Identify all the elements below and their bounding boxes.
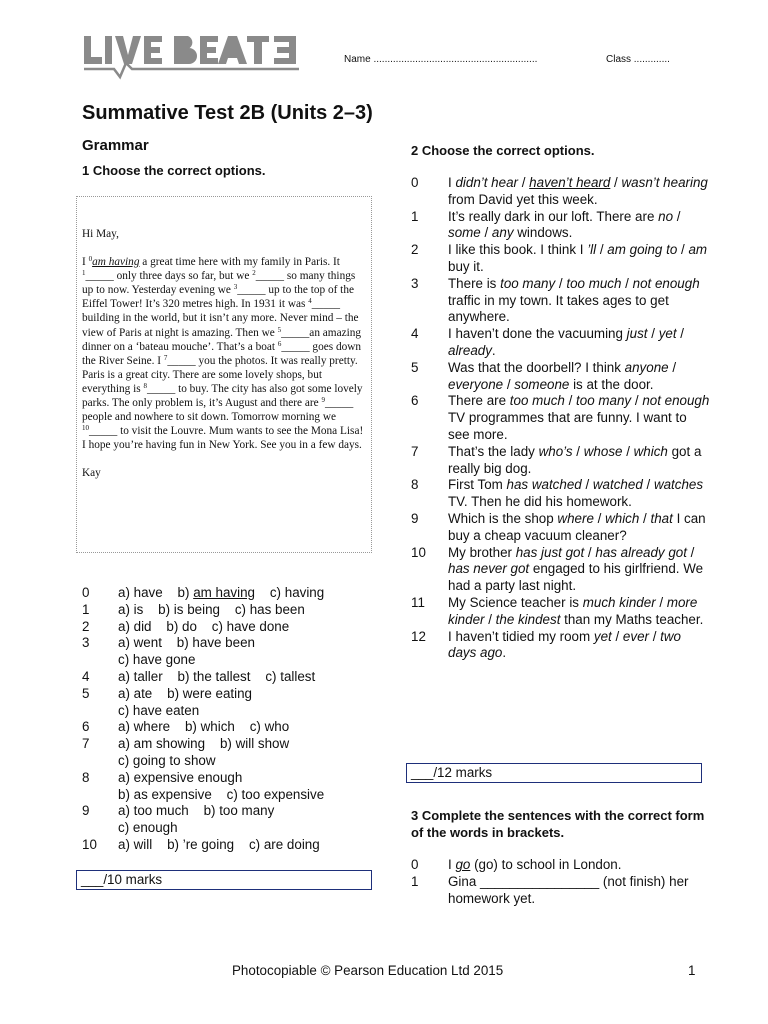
q1-option-row: 8 a) expensive enough bbox=[82, 769, 243, 785]
example-answer: go bbox=[455, 857, 471, 872]
q1-option-row: c) have eaten bbox=[118, 702, 200, 718]
q2-item: 0 I didn’t hear / haven’t heard / wasn’t hearing from David yet this week. bbox=[411, 175, 708, 207]
q2-item: 11 My Science teacher is much kinder / more kinder / the kindest than my Maths teacher. bbox=[411, 594, 704, 627]
q3-items bbox=[411, 857, 711, 907]
q2-item: 2 I like this book. I think I ’ll / am going to / am buy it. bbox=[411, 242, 708, 274]
q2-items bbox=[411, 175, 711, 662]
q2-item: 8 First Tom has watched / watched / watches TV. Then he did his homework. bbox=[411, 477, 704, 510]
letter-box bbox=[76, 196, 372, 553]
answer-option[interactable]: someone bbox=[514, 376, 570, 392]
page-number: 1 bbox=[688, 963, 696, 978]
example-answer: haven’t heard bbox=[529, 175, 611, 190]
q1-option-row: c) going to show bbox=[118, 752, 216, 768]
answer-option[interactable]: which bbox=[605, 510, 640, 526]
class-field-label: Class ............. bbox=[606, 54, 670, 65]
answer-option[interactable]: whose bbox=[583, 443, 623, 459]
answer-option[interactable]: not enough bbox=[632, 275, 700, 291]
answer-option[interactable]: yet bbox=[658, 326, 677, 342]
section-heading: Grammar bbox=[82, 137, 149, 154]
q2-item: 7 That’s the lady who’s / whose / which got a really big dog. bbox=[411, 443, 702, 476]
letter-signoff: Kay bbox=[82, 467, 101, 480]
answer-option[interactable]: has watched bbox=[506, 477, 582, 493]
q2-item: 9 Which is the shop where / which / that I can buy a cheap vacuum cleaner? bbox=[411, 510, 706, 543]
letter-paragraph-1: I $^0$am having a great time here with my family in Paris. It $^1$_____ only three days so far, but we $^2$_____ so many things up to now. Yesterday evening we $^3$_____ up to the top of the Eiffel Tower! It’s 320 metres high. In 1931 it was $^4$_____ building in the world, but it isn’t any more. Never mind – the view of Paris at night is amazing. Then we $^5$_____an amazing dinner on a ‘bateau mouche’. That’s a boat $^6$_____ goes down the River Seine. I $^7$_____ you the photos. It was really pretty. bbox=[82, 255, 362, 367]
answer-option[interactable]: too much bbox=[509, 393, 565, 409]
q1-option-row: 5 a) ate b) were eating bbox=[82, 685, 252, 701]
answer-option[interactable]: which bbox=[633, 443, 668, 459]
q2-item: 1 It’s really dark in our loft. There are no / some / any windows. bbox=[411, 208, 681, 241]
answer-option[interactable]: watched bbox=[592, 477, 643, 493]
q1-option-row: c) have gone bbox=[118, 652, 196, 668]
answer-option[interactable]: two days ago bbox=[448, 628, 681, 661]
livebeat-logo-graphic bbox=[84, 33, 299, 81]
answer-option[interactable]: the kindest bbox=[495, 611, 561, 627]
q1-marks-box[interactable]: ___/10 marks bbox=[76, 870, 372, 890]
q2-item: 4 I haven’t done the vacuuming just / yet / already. bbox=[411, 326, 685, 358]
q1-option-row: c) enough bbox=[118, 820, 178, 836]
answer-option[interactable]: has already got bbox=[595, 544, 687, 560]
q2-item: 6 There are too much / too many / not enough TV programmes that are funny. I want to see more. bbox=[411, 393, 710, 442]
q3-item[interactable]: 1 Gina ________________ (not finish) her homework yet. bbox=[411, 873, 689, 906]
q1-instruction: 1 Choose the correct options. bbox=[82, 163, 266, 178]
answer-option[interactable]: more kinder bbox=[448, 594, 698, 627]
q1-option-row: 0 a) have b) am having c) having bbox=[82, 585, 325, 600]
answer-option[interactable]: didn’t hear bbox=[455, 175, 518, 190]
answer-option[interactable]: who’s bbox=[538, 443, 573, 459]
answer-option[interactable]: not enough bbox=[642, 393, 710, 409]
answer-option[interactable]: that bbox=[650, 510, 673, 526]
answer-option[interactable]: anyone bbox=[624, 359, 669, 375]
q1-option-row: b) as expensive c) too expensive bbox=[118, 786, 325, 802]
answer-option[interactable]: much kinder bbox=[582, 594, 656, 610]
answer-option[interactable]: wasn’t hearing bbox=[621, 175, 708, 190]
footer-copyright: Photocopiable © Pearson Education Ltd 2015 bbox=[232, 963, 504, 978]
q3-item: 0 I go (go) to school in London. bbox=[411, 857, 622, 872]
answer-option[interactable]: no bbox=[658, 208, 674, 224]
answer-option[interactable]: some bbox=[448, 225, 481, 241]
answer-option[interactable]: everyone bbox=[448, 376, 504, 392]
answer-option[interactable]: ’ll bbox=[587, 242, 597, 258]
q2-instruction: 2 Choose the correct options. bbox=[411, 143, 595, 158]
answer-option[interactable]: any bbox=[491, 225, 514, 241]
q3-instruction: 3 Complete the sentences with the correct form of the words in brackets. bbox=[411, 808, 705, 840]
q1-options bbox=[82, 585, 382, 854]
q1-option-row: 10 a) will b) ’re going c) are doing bbox=[82, 836, 320, 852]
q1-option-row: 2 a) did b) do c) have done bbox=[82, 618, 290, 634]
answer-option[interactable]: am bbox=[688, 242, 708, 258]
q2-item: 3 There is too many / too much / not enough traffic in my town. It takes ages to get anywhere. bbox=[411, 275, 700, 325]
example-answer: am having bbox=[92, 256, 140, 269]
q1-option-row: 3 a) went b) have been bbox=[82, 635, 255, 651]
answer-option[interactable]: has just got bbox=[515, 544, 585, 560]
answer-option[interactable]: yet bbox=[593, 628, 612, 644]
answer-option[interactable]: just bbox=[626, 326, 648, 342]
livebeat-logo bbox=[84, 33, 299, 81]
name-field-label: Name ........................................................... bbox=[344, 54, 538, 65]
answer-option[interactable]: already bbox=[448, 342, 492, 358]
page-title: Summative Test 2B (Units 2–3) bbox=[82, 102, 373, 124]
q1-option-row: 1 a) is b) is being c) has been bbox=[82, 601, 305, 617]
answer-option[interactable]: too many bbox=[576, 393, 632, 409]
example-answer: am having bbox=[193, 585, 255, 600]
answer-option[interactable]: too many bbox=[500, 275, 556, 291]
q2-item: 12 I haven’t tidied my room yet / ever / two days ago. bbox=[411, 628, 681, 661]
answer-option[interactable]: am going to bbox=[607, 242, 678, 258]
answer-option[interactable]: watches bbox=[653, 477, 704, 493]
answer-option[interactable]: has never got bbox=[448, 561, 530, 577]
q2-marks-box[interactable]: ___/12 marks bbox=[406, 763, 702, 783]
answer-option[interactable]: where bbox=[557, 510, 594, 526]
answer-option[interactable]: ever bbox=[622, 628, 649, 644]
letter-paragraph-3: I hope you’re having fun in New York. See you in a few days. bbox=[82, 439, 362, 452]
letter-greeting: Hi May, bbox=[82, 228, 119, 240]
letter-paragraph-2: Paris is a great city. There are some lovely shops, but everything is $^8$_____ to buy. The city has also got some lovely parks. The only problem is, it’s August and there are $^9$_____ people and nowhere to sit down. Tomorrow morning we $^{10}$_____ to visit the Louvre. Mum wants to see the Mona Lisa! bbox=[82, 368, 364, 438]
q1-option-row: 6 a) where b) which c) who bbox=[82, 719, 290, 735]
q1-option-row: 9 a) too much b) too many bbox=[82, 803, 275, 819]
answer-option[interactable]: too much bbox=[566, 275, 622, 291]
q1-option-row: 7 a) am showing b) will show bbox=[82, 736, 290, 752]
q2-item: 10 My brother has just got / has already got / has never got engaged to his girlfriend. We had a party last night. bbox=[411, 544, 704, 594]
q2-item: 5 Was that the doorbell? I think anyone / everyone / someone is at the door. bbox=[411, 359, 677, 392]
q1-option-row: 4 a) taller b) the tallest c) tallest bbox=[82, 668, 316, 684]
